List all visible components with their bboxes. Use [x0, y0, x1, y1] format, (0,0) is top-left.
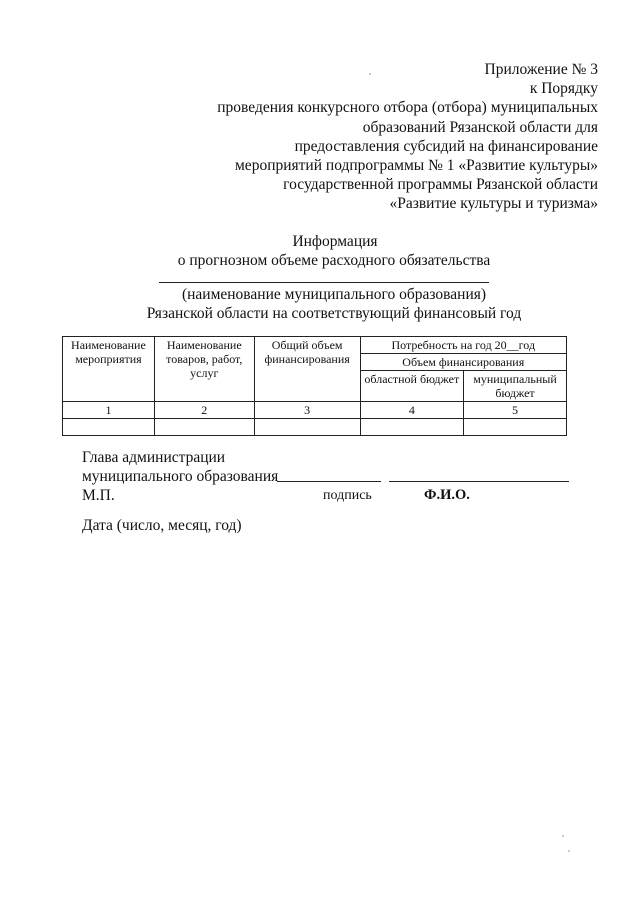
signature-labels-row — [82, 486, 582, 505]
signature-blank-line — [277, 481, 381, 482]
table-cell — [464, 419, 567, 436]
table-cell — [63, 419, 155, 436]
document-title: Информация — [292, 233, 378, 250]
head-title-line1: Глава администрации — [82, 449, 226, 466]
table-cell — [254, 419, 360, 436]
header-goods: Наименование товаров, работ, услуг — [154, 337, 254, 402]
region-line: Рязанской области на соответствующий финансовый год — [146, 305, 522, 322]
appendix-line: проведения конкурсного отбора (отбора) муниципальных — [217, 99, 598, 117]
header-volume: Объем финансирования — [360, 354, 566, 371]
scan-speck — [562, 835, 564, 837]
appendix-line: Приложение № 3 — [484, 61, 598, 78]
name-blank-line — [389, 481, 569, 482]
scan-speck — [568, 850, 570, 852]
name-label: Ф.И.О. — [424, 487, 470, 503]
table-header-row — [63, 337, 567, 354]
column-number: 4 — [360, 402, 464, 419]
scan-speck — [369, 73, 371, 75]
header-activity: Наименование мероприятия — [63, 337, 155, 402]
municipality-blank-line — [159, 282, 489, 283]
appendix-header — [178, 60, 598, 214]
table-row — [63, 402, 567, 419]
header-municipal: муниципальный бюджет — [464, 371, 567, 402]
title-block — [0, 232, 640, 323]
appendix-line: образований Рязанской области для — [362, 118, 598, 136]
header-need: Потребность на год 20__год — [360, 337, 566, 354]
table-row — [63, 419, 567, 436]
document-subtitle: о прогнозном объеме расходного обязательства — [177, 252, 491, 269]
table-cell — [154, 419, 254, 436]
table-cell — [360, 419, 464, 436]
column-number: 3 — [254, 402, 360, 419]
head-title-line2: муниципального образования — [82, 468, 279, 485]
signature-label: подпись — [323, 488, 372, 503]
municipality-caption: (наименование муниципального образования) — [181, 286, 487, 303]
appendix-line: государственной программы Рязанской области — [283, 176, 598, 194]
appendix-line: предоставления субсидий на финансирование — [294, 137, 598, 155]
header-regional: областной бюджет — [360, 371, 464, 402]
financing-table — [62, 336, 567, 436]
appendix-line: к Порядку — [529, 80, 598, 98]
appendix-line: мероприятий подпрограммы № 1 «Развитие культуры» — [235, 157, 598, 175]
signature-block — [82, 448, 582, 505]
date-label: Дата (число, месяц, год) — [82, 517, 242, 534]
appendix-line: «Развитие культуры и туризма» — [389, 195, 598, 213]
header-total: Общий объем финансирования — [254, 337, 360, 402]
column-number: 5 — [464, 402, 567, 419]
column-number: 2 — [154, 402, 254, 419]
stamp-label: М.П. — [82, 487, 115, 504]
column-number: 1 — [63, 402, 155, 419]
